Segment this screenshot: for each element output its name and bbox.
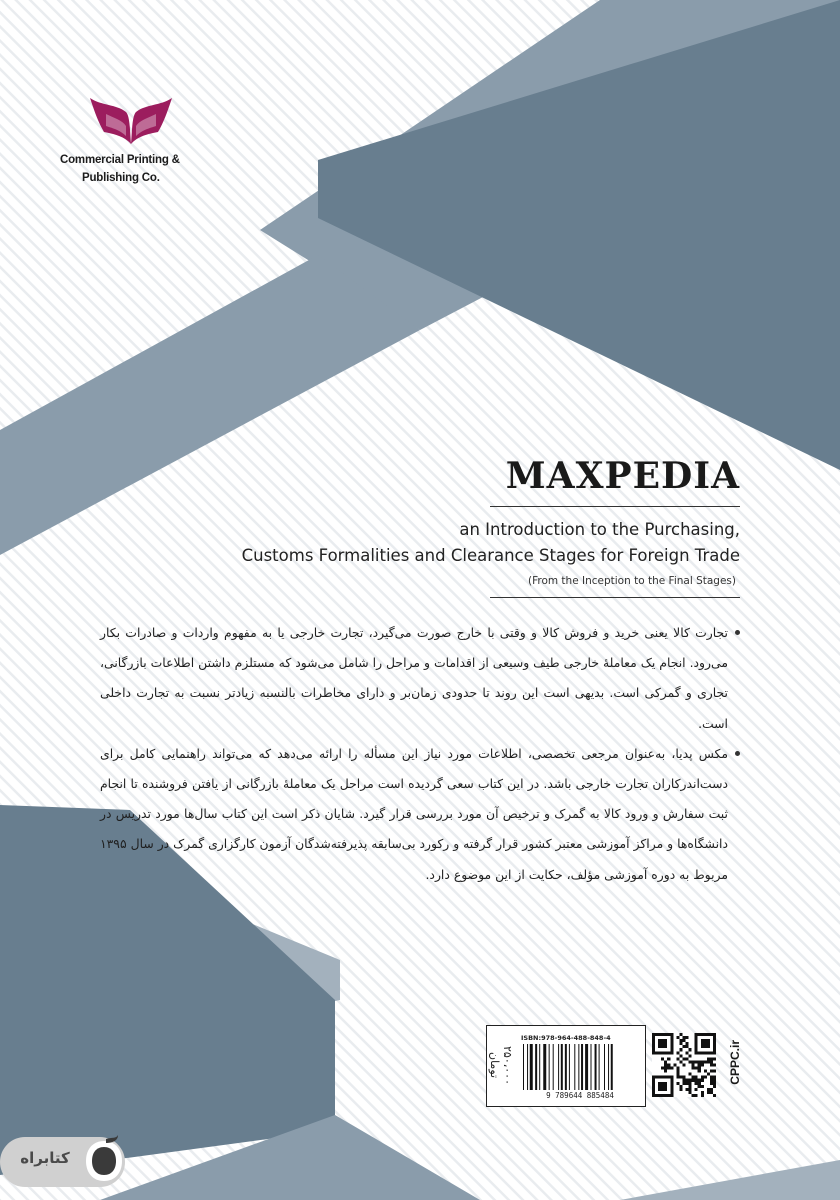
barcode-digits: 9 789644 885484 [546,1091,614,1100]
description-paragraph [100,739,740,890]
subtitle-line1: an Introduction to the Purchasing, [459,520,740,539]
description-paragraph [100,618,740,739]
isbn-label: ISBN:978-964-488-848-4 [521,1034,611,1042]
book-title: MAXPEDIA [505,455,740,497]
bullet-icon [735,630,740,635]
wing-book-logo-icon [86,92,176,152]
watermark-text: کتابراه [20,1149,70,1167]
title-divider [490,506,740,507]
subtitle-divider [490,597,740,598]
book-description [100,618,740,890]
ketabrah-watermark [0,1135,130,1190]
bullet-icon [735,751,740,756]
publisher-name-line2: Publishing Co. [82,172,160,184]
subtitle-note: (From the Inception to the Final Stages) [527,575,736,587]
qr-code-icon [652,1033,716,1097]
publisher-name-line1: Commercial Printing & [60,154,180,166]
subtitle-line2: Customs Formalities and Clearance Stages for Foreign Trade [241,546,740,565]
paragraph-text: تجارت کالا یعنی خرید و فروش کالا و وقتی با خارج صورت می‌گیرد، تجارت خارجی یا به مفهوم واردات و صادرات بکار می‌رود. انجام یک معاملهٔ خارجی طیف وسیعی از اقدامات و مراحل را شامل می‌شود که مستلزم داشتن اطلاعات بازرگانی، تجاری و گمرکی است. بدیهی است این روند تا حدودی زمان‌بر و دارای مخاطرات بالنسبه زیادتر نسبت به تجارت داخلی است. [100,625,728,731]
ketabrah-logo-icon [82,1135,126,1189]
publisher-website: CPPC.ir [728,1040,742,1085]
paragraph-text: مکس پدیا، به‌عنوان مرجعی تخصصی، اطلاعات مورد نیاز این مسأله را ارائه می‌دهد که می‌تواند راهنمایی کامل برای دست‌اندرکاران تجارت خارجی باشد. در این کتاب سعی گردیده است مراحل یک معاملهٔ بازرگانی از یافتن فروشنده تا انجام ثبت سفارش و ورود کالا به گمرک و ترخیص آن مورد بررسی قرار گیرد. شایان ذکر است این کتاب سال‌ها مورد تدریس در دانشگاه‌ها و مراکز آموزشی معتبر کشور قرار گرفته و رکورد بی‌سابقه پذیرفته‌شدگان آزمون کارگزاری گمرک در سال ۱۳۹۵ مربوط به دوره آموزشی مؤلف، حکایت از این موضوع دارد. [100,745,728,882]
barcode-icon [521,1044,639,1090]
price-label: ۲۵۰،۰۰۰ تومان [488,1045,514,1085]
